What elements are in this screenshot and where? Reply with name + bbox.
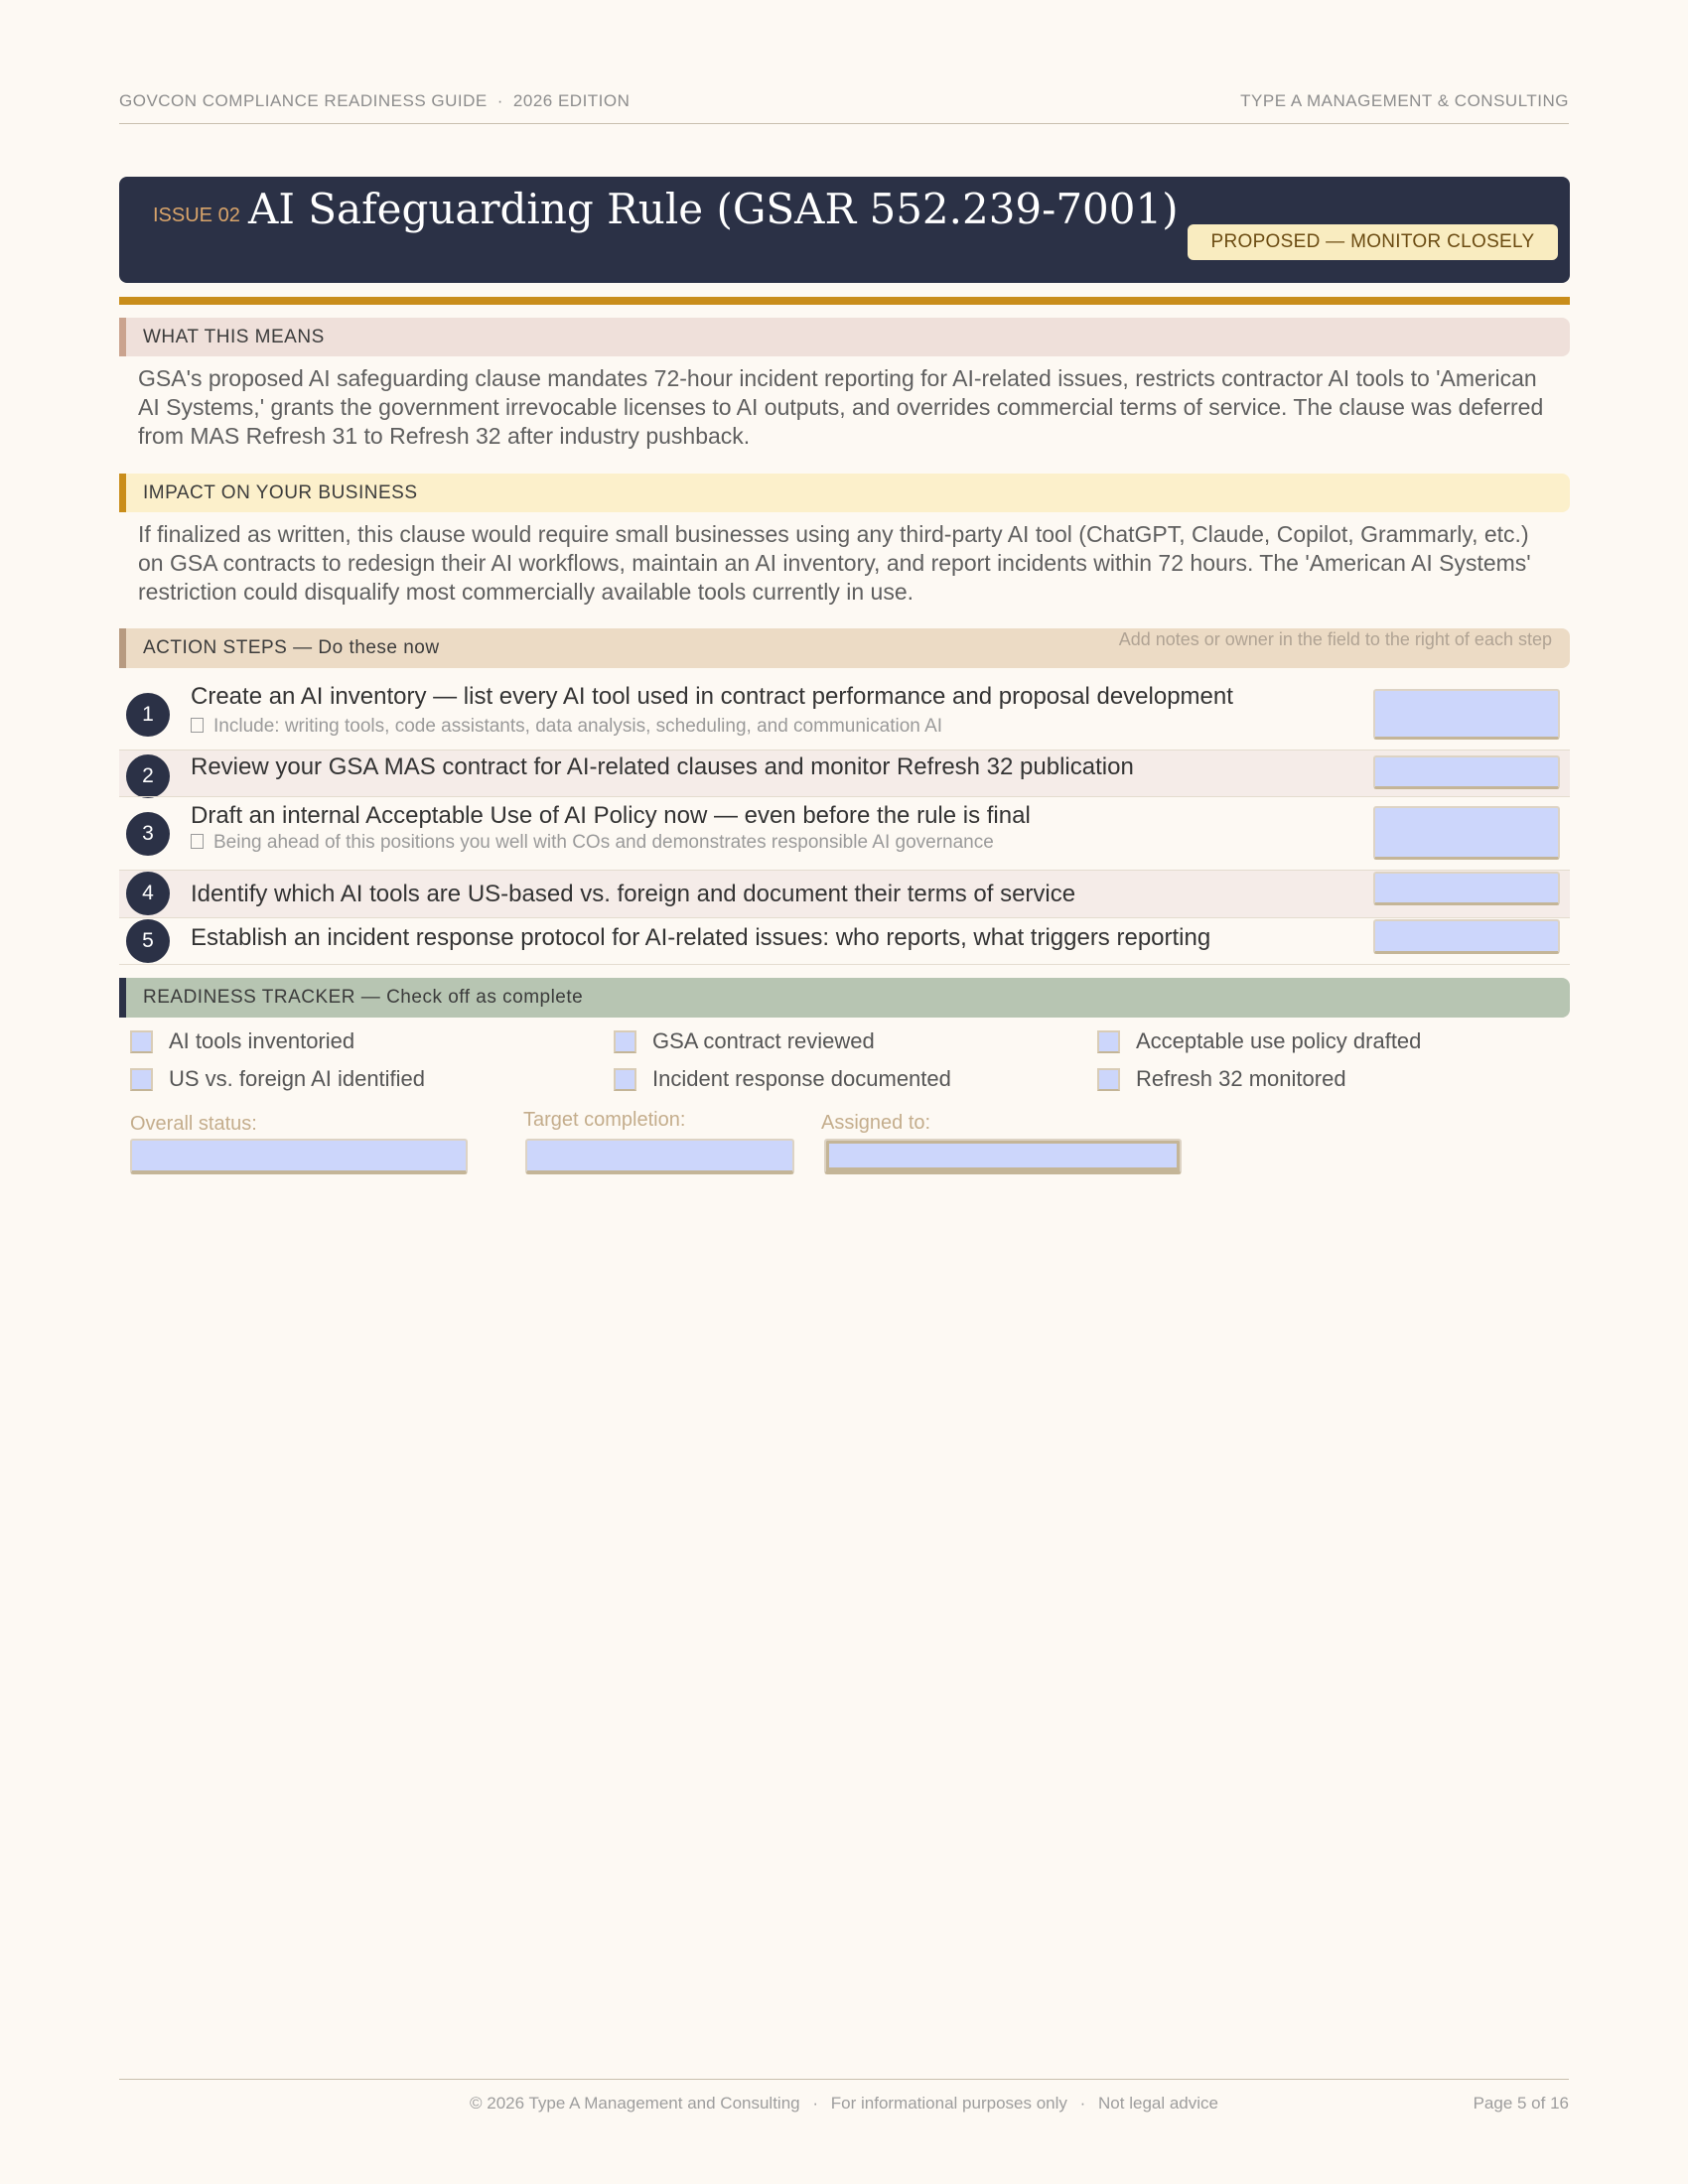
step-text: Establish an incident response protocol for AI-related issues: who reports, what triggers reporting [191, 924, 1211, 951]
step-divider [119, 964, 1570, 965]
tracker-item-us-vs-foreign[interactable]: US vs. foreign AI identified [130, 1066, 425, 1092]
bullet-glyph-icon [191, 834, 204, 849]
checkbox[interactable] [614, 1030, 636, 1053]
step-3-notes-field[interactable] [1373, 806, 1560, 860]
page-footer [119, 2079, 1569, 2113]
action-step-5 [119, 918, 1570, 964]
issue-banner [119, 177, 1570, 283]
step-number-badge: 1 [126, 693, 170, 737]
action-step-2 [119, 751, 1570, 796]
assigned-to-label: Assigned to: [821, 1112, 931, 1134]
step-4-notes-field[interactable] [1373, 872, 1560, 905]
company-name: TYPE A MANAGEMENT & CONSULTING [1240, 91, 1569, 110]
page-header [119, 91, 1569, 124]
checkbox[interactable] [130, 1030, 153, 1053]
step-text: Draft an internal Acceptable Use of AI Policy now — even before the rule is final [191, 802, 1031, 829]
step-number-badge: 5 [126, 919, 170, 963]
step-number-badge: 4 [126, 872, 170, 915]
step-text: Review your GSA MAS contract for AI-related clauses and monitor Refresh 32 publication [191, 753, 1134, 780]
section-heading: READINESS TRACKER — Check off as complete [143, 987, 584, 1008]
step-1-notes-field[interactable] [1373, 689, 1560, 740]
overall-status-label: Overall status: [130, 1113, 257, 1135]
section-heading: ACTION STEPS — Do these now [143, 637, 440, 658]
target-completion-field[interactable] [525, 1139, 794, 1174]
what-this-means-text: GSA's proposed AI safeguarding clause mandates 72-hour incident reporting for AI-related issues, restricts contractor AI tools to 'American AI Systems,' grants the government irrevocable licenses to AI outputs, and overrides commercial terms of service. The clause was deferred from MAS Refresh 31 to Refresh 32 after industry pushback. [138, 365, 1544, 449]
status-badge: PROPOSED — MONITOR CLOSELY [1188, 224, 1558, 260]
checkbox[interactable] [1097, 1068, 1120, 1091]
action-step-4 [119, 871, 1570, 917]
step-text: Create an AI inventory — list every AI tool used in contract performance and proposal development [191, 683, 1233, 710]
checkbox[interactable] [1097, 1030, 1120, 1053]
tracker-item-gsa-contract-reviewed[interactable]: GSA contract reviewed [614, 1028, 875, 1054]
target-completion-label: Target completion: [523, 1109, 686, 1131]
tracker-item-ai-tools-inventoried[interactable]: AI tools inventoried [130, 1028, 354, 1054]
header-left [119, 91, 630, 111]
step-2-notes-field[interactable] [1373, 755, 1560, 789]
section-action-steps [119, 628, 1570, 668]
tracker-item-refresh-32[interactable]: Refresh 32 monitored [1097, 1066, 1346, 1092]
step-subtext: Being ahead of this positions you well with COs and demonstrates responsible AI governance [191, 832, 994, 854]
checkbox[interactable] [614, 1068, 636, 1091]
section-impact [119, 474, 1570, 512]
tracker-item-incident-response[interactable]: Incident response documented [614, 1066, 951, 1092]
tracker-item-acceptable-use-policy[interactable]: Acceptable use policy drafted [1097, 1028, 1421, 1054]
section-heading: IMPACT ON YOUR BUSINESS [143, 481, 418, 503]
guide-title: GOVCON COMPLIANCE READINESS GUIDE [119, 91, 488, 110]
bullet-glyph-icon [191, 718, 204, 733]
step-5-notes-field[interactable] [1373, 919, 1560, 954]
header-separator: · [496, 91, 503, 110]
section-heading: WHAT THIS MEANS [143, 326, 325, 347]
step-number-badge: 3 [126, 812, 170, 856]
assigned-to-field[interactable] [824, 1139, 1182, 1174]
page-number: Page 5 of 16 [1473, 2094, 1569, 2113]
edition-label: 2026 EDITION [512, 91, 631, 110]
footer-text: © 2026 Type A Management and Consulting · For informational purposes only · Not legal advice [470, 2094, 1218, 2113]
section-what-this-means [119, 318, 1570, 356]
step-subtext: Include: writing tools, code assistants, data analysis, scheduling, and communication AI [191, 716, 942, 738]
action-step-3 [119, 797, 1570, 870]
issue-title: AI Safeguarding Rule (GSAR 552.239-7001) [248, 185, 1179, 233]
checkbox[interactable] [130, 1068, 153, 1091]
step-number-badge: 2 [126, 754, 170, 798]
overall-status-field[interactable] [130, 1139, 468, 1174]
step-text: Identify which AI tools are US-based vs. foreign and document their terms of service [191, 881, 1076, 907]
issue-tag: ISSUE 02 [153, 205, 240, 226]
action-step-1 [119, 679, 1570, 750]
action-steps-hint: Add notes or owner in the field to the right of each step [1118, 629, 1552, 649]
section-readiness-tracker [119, 978, 1570, 1018]
gold-divider [119, 297, 1570, 305]
impact-text: If finalized as written, this clause would require small businesses using any third-party AI tool (ChatGPT, Claude, Copilot, Grammarly, etc.) on GSA contracts to redesign their AI workflows, maintain an AI inventory, and report incidents within 72 hours. The 'American AI Systems' restriction could disqualify most commercially available tools currently in use. [138, 521, 1531, 605]
